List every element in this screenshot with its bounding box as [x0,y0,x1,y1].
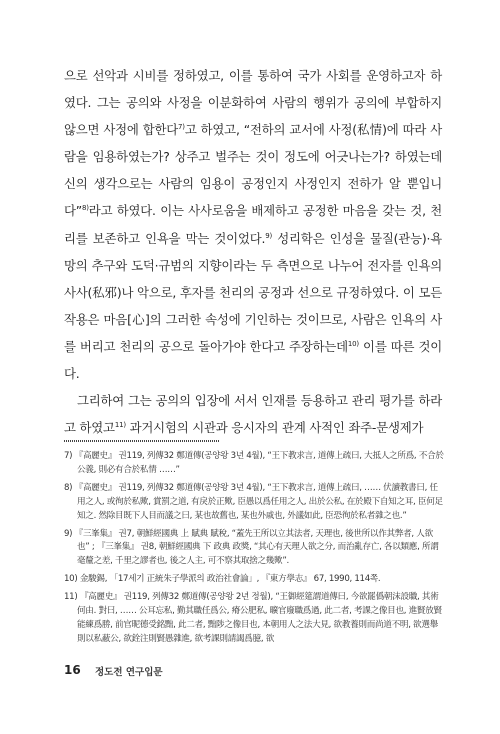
footnote-7: 7) 『高麗史』 권119, 列傳32 鄭道傳(공양왕 3년 4월), “王下教求言, 道傳上疏曰, 大抵人之所爲, 不合於公義, 則必有合於私情 ……” [64,451,444,475]
body-text-segment: 성리학은 인성을 물질(관능)·욕망의 추구와 도덕·규범의 지향이라는 두 측면으로 나누어 전자를 인욕의 사사(私邪)나 악으로, 후자를 천리의 공정과 선으로 규정하였다. 이 모든 작용은 마음[心]의 그러한 속성에 기인하는 것이므로, 사람은 인욕의 사를 버리고 천리의 공으로 돌아가야 한다고 주장하는데 [64,230,442,354]
footnote-9: 9) 『三峯集』 권7, 朝鮮經國典 上 賦典 賦稅, “蓋先王所以立其法者, 天理也, 後世所以作其弊者, 人欲也” ; 『三峯集』 권8, 朝鮮經國典 下 政典 政獎, “其心有天理人欲之分, 而治亂存亡, 各以類應, 所謂毫釐之差, 千里之謬者也, 後之人主, 可不察其取捨之幾歟”. [64,528,439,567]
footnote-separator [64,440,220,442]
footnote-10: 10) 金駿錫, 「17세기 正統朱子學派의 政治社會論」, 『東方學志』 67, 1990, 114쪽. [64,574,381,585]
paragraph-1 [64,62,442,387]
body-text-segment: 이를 따른 것이다. [64,338,442,382]
footnote-8: 8) 『高麗史』 권119, 列傳32 鄭道傳(공양왕 3년 4월), “王下教求言, 道傳上疏曰, …… 伏讀教書曰, 任用之人, 或徇於私歟, 賞罰之道, 有戾於正歟, 臣愚以爲任用之人, 出於公私, 在於殿下自知之耳, 臣何足知之. 然除目既下人目而議之曰, 某也故舊也, 某也外戚也, 外議如此, 臣恐徇於私者雜之也.” [64,482,443,521]
footnote-ref-7[interactable]: 7) [178,123,185,132]
footnotes [64,450,444,651]
body-text-segment: 과거시험의 시관과 응시자의 관계 사적인 좌주-문생제가 [125,420,424,436]
body-text-segment: 그리하여 그는 공의의 입장에 서서 인재를 등용하고 관리 평가를 하라고 하였고 [64,393,442,436]
body-text [64,62,442,441]
footnote-11: 11) 『高麗史』 권119, 列傳32 鄭道傳(공양왕 2년 정월), “王御經筵謂道傳曰, 今欲罷僞朝沫設職, 其術何由. 對曰, …… 公耳忘私, 勤其職任爲公, 瘠公肥私, 曠官廢職爲過, 此二者, 考課之像目也, 進賢放賢能練爲勝, 前官昵德受銘黜, 此二者, 黜陟之像目也, 本朝用人之法大見, 欲教養則而尚道不明, 欲選舉則以私蔽公, 欲銓注則賢愚雜進, 欲考課則請謁爲臆, 欲 [64,592,442,644]
body-text-segment: 라고 하였다. 이는 사사로움을 배제하고 공정한 마음을 갖는 것, 천리를 보존하고 인욕을 막는 것이었다. [64,203,442,246]
body-text-segment: 으로 선악과 시비를 정하였고, 이를 통하여 국가 사회를 운영하고자 하였다. 그는 공의와 사정을 이분화하여 사람의 행위가 공의에 부합하지 않으면 사정에 합한다 [64,68,442,138]
footnote-ref-9[interactable]: 9) [265,231,273,240]
footnote-ref-10[interactable]: 10) [347,339,359,348]
running-title: 정도전 연구입문 [95,667,163,678]
footnote-ref-8[interactable]: 8) [82,204,89,213]
page-number: 16 [64,663,81,677]
footnote-ref-11[interactable]: 11) [114,421,126,430]
paragraph-2 [64,387,442,441]
body-text-segment: 고 하였고, “전하의 교서에 사정(私情)에 따라 사람을 임용하였는가? 상주고 벌주는 것이 정도에 어긋나는가? 하였는데 신의 생각으로는 사람의 임용이 공정인지 사정인지 전하가 알 뿐입니다” [64,122,442,219]
